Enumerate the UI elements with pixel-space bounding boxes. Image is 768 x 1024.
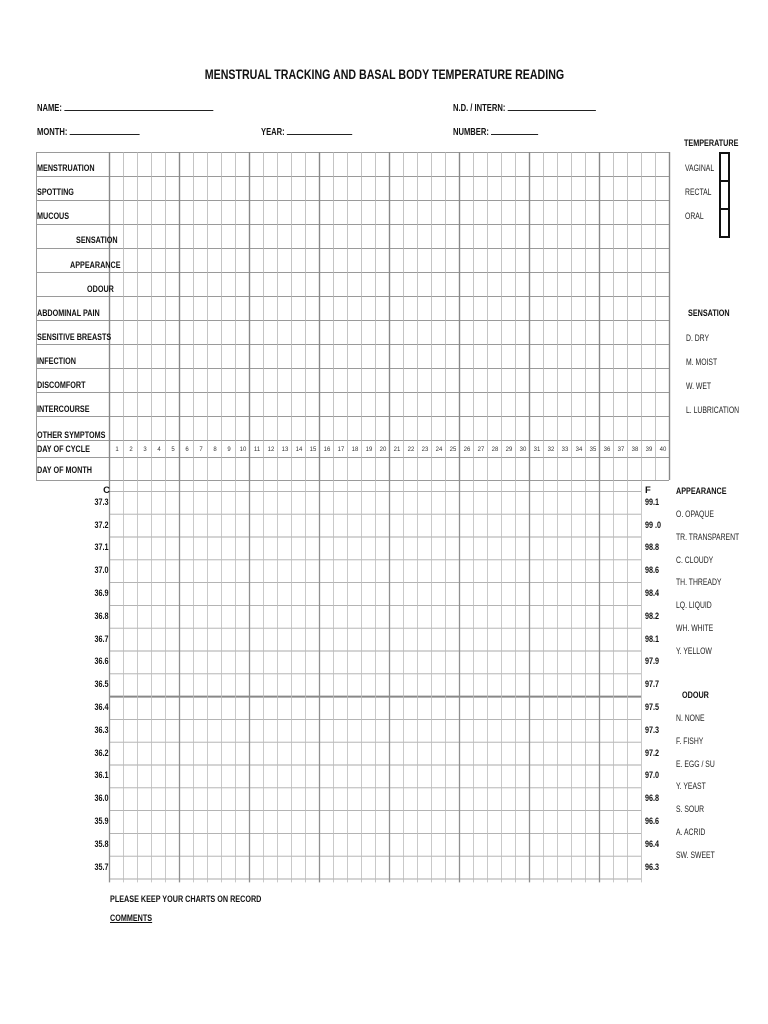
fahrenheit-value: 97.9 xyxy=(645,656,660,668)
fahrenheit-value: 96.6 xyxy=(645,816,660,827)
celsius-value: 37.3 xyxy=(93,496,108,508)
legend-sensation-item: D. DRY xyxy=(686,333,710,343)
day-number: 39 xyxy=(645,447,653,453)
legend-temperature-vaginal: VAGINAL xyxy=(685,163,715,173)
fahrenheit-value: 98.6 xyxy=(645,565,660,577)
day-number: 2 xyxy=(129,447,133,453)
legend-appearance-item: C. CLOUDY xyxy=(676,554,714,565)
day-number: 10 xyxy=(239,447,247,453)
day-number: 15 xyxy=(309,447,317,453)
day-number: 32 xyxy=(547,447,555,453)
day-number: 23 xyxy=(421,447,429,453)
row-label-day-of-cycle: DAY OF CYCLE xyxy=(37,444,90,455)
row-label-intercourse: INTERCOURSE xyxy=(37,404,90,415)
row-label-other-symptoms: OTHER SYMPTOMS xyxy=(37,430,106,441)
legend-odour-item: E. EGG / SU xyxy=(676,758,715,769)
row-label-mucous: MUCOUS xyxy=(37,211,70,222)
day-number: 29 xyxy=(505,447,513,453)
legend-sensation-item: W. WET xyxy=(686,381,712,391)
footer-note: PLEASE KEEP YOUR CHARTS ON RECORD xyxy=(110,894,262,905)
day-number: 36 xyxy=(603,447,611,453)
row-label-infection: INFECTION xyxy=(37,356,76,367)
day-number: 12 xyxy=(267,447,275,453)
day-number: 7 xyxy=(199,447,203,453)
celsius-value: 36.4 xyxy=(93,702,108,713)
year-field[interactable]: YEAR: xyxy=(261,125,381,138)
row-label-appearance: APPEARANCE xyxy=(70,260,121,271)
fahrenheit-value: 99 .0 xyxy=(645,519,662,531)
day-number: 40 xyxy=(659,447,667,453)
row-label-odour: ODOUR xyxy=(87,284,114,295)
legend-odour-item: A. ACRID xyxy=(676,827,706,837)
day-number: 5 xyxy=(171,447,175,453)
celsius-value: 36.2 xyxy=(93,747,108,759)
legend-appearance-title: APPEARANCE xyxy=(676,486,727,497)
day-number: 27 xyxy=(477,447,485,453)
celsius-value: 35.9 xyxy=(93,816,108,827)
fahrenheit-value: 97.0 xyxy=(645,770,660,782)
day-number: 18 xyxy=(351,447,359,453)
legend-appearance-item: TR. TRANSPARENT xyxy=(676,531,740,542)
day-number: 20 xyxy=(379,447,387,453)
legend-odour-title: ODOUR xyxy=(682,690,709,701)
legend-sensation-title: SENSATION xyxy=(688,308,730,319)
day-number: 9 xyxy=(227,447,231,453)
rectal-checkbox[interactable] xyxy=(721,182,728,210)
celsius-value: 36.9 xyxy=(93,588,108,599)
day-number: 11 xyxy=(253,447,261,453)
fahrenheit-value: 98.4 xyxy=(645,588,660,599)
number-field[interactable]: NUMBER: xyxy=(453,125,565,138)
celsius-value: 36.6 xyxy=(93,656,108,668)
celsius-value: 36.3 xyxy=(93,724,108,736)
month-field[interactable]: MONTH: xyxy=(37,125,172,138)
day-number: 4 xyxy=(157,447,161,453)
fahrenheit-value: 96.4 xyxy=(645,838,660,850)
row-label-spotting: SPOTTING xyxy=(37,187,74,198)
celsius-value: 35.8 xyxy=(93,838,108,850)
day-number: 3 xyxy=(143,447,147,453)
legend-appearance-item: Y. YELLOW xyxy=(676,645,712,656)
fahrenheit-value: 97.3 xyxy=(645,724,660,736)
day-number: 14 xyxy=(295,447,303,453)
day-number: 34 xyxy=(575,447,583,453)
celsius-value: 37.2 xyxy=(93,519,108,531)
celsius-value: 36.8 xyxy=(93,610,108,622)
legend-temperature-oral: ORAL xyxy=(685,211,704,221)
celsius-value: 35.7 xyxy=(93,861,108,873)
nd-intern-field[interactable]: N.D. / INTERN: xyxy=(453,101,641,114)
celsius-value: 36.1 xyxy=(93,770,108,782)
legend-odour-item: S. SOUR xyxy=(676,804,705,815)
day-number: 17 xyxy=(337,447,345,453)
row-label-discomfort: DISCOMFORT xyxy=(37,380,86,391)
day-number: 35 xyxy=(589,447,597,453)
legend-appearance-item: LQ. LIQUID xyxy=(676,600,712,611)
legend-temperature-rectal: RECTAL xyxy=(685,187,712,197)
row-label-sensitive-breasts: SENSITIVE BREASTS xyxy=(37,332,112,343)
oral-checkbox[interactable] xyxy=(721,210,728,236)
row-label-menstruation: MENSTRUATION xyxy=(37,163,95,174)
day-number: 28 xyxy=(491,447,499,453)
celsius-value: 37.1 xyxy=(93,542,108,554)
day-number: 1 xyxy=(115,447,119,453)
vaginal-checkbox[interactable] xyxy=(721,154,728,182)
temperature-method-checkboxes[interactable] xyxy=(719,152,730,238)
fahrenheit-value: 99.1 xyxy=(645,496,660,508)
celsius-header: C xyxy=(103,485,110,496)
day-number: 25 xyxy=(449,447,457,453)
fahrenheit-value: 97.2 xyxy=(645,747,660,759)
celsius-value: 36.0 xyxy=(93,793,108,805)
legend-odour-item: Y. YEAST xyxy=(676,781,706,792)
fahrenheit-value: 97.7 xyxy=(645,679,660,691)
celsius-value: 36.7 xyxy=(93,633,108,645)
celsius-value: 36.5 xyxy=(93,679,108,691)
day-number: 37 xyxy=(617,447,625,453)
legend-temperature-title: TEMPERATURE xyxy=(684,138,739,149)
legend-appearance-item: WH. WHITE xyxy=(676,623,714,633)
legend-sensation-item: M. MOIST xyxy=(686,357,718,367)
fahrenheit-value: 97.5 xyxy=(645,702,660,713)
celsius-value: 37.0 xyxy=(93,565,108,577)
day-number: 21 xyxy=(393,447,401,453)
day-number: 16 xyxy=(323,447,331,453)
name-field[interactable]: NAME: xyxy=(37,101,269,114)
day-number: 22 xyxy=(407,447,415,453)
legend-appearance-item: O. OPAQUE xyxy=(676,509,714,519)
page-title: MENSTRUAL TRACKING AND BASAL BODY TEMPERATURE READING xyxy=(204,66,564,82)
fahrenheit-header: F xyxy=(645,485,651,496)
row-label-day-of-month: DAY OF MONTH xyxy=(37,465,92,476)
day-number: 30 xyxy=(519,447,527,453)
row-label-abdominal-pain: ABDOMINAL PAIN xyxy=(37,308,100,319)
day-number: 33 xyxy=(561,447,569,453)
legend-sensation-item: L. LUBRICATION xyxy=(686,405,740,415)
fahrenheit-value: 98.8 xyxy=(645,542,660,554)
legend-odour-item: SW. SWEET xyxy=(676,849,715,860)
legend-odour-item: N. NONE xyxy=(676,713,705,723)
fahrenheit-value: 96.8 xyxy=(645,793,660,805)
fahrenheit-value: 98.2 xyxy=(645,610,660,622)
day-number: 38 xyxy=(631,447,639,453)
row-label-sensation: SENSATION xyxy=(76,235,118,246)
comments-label: COMMENTS xyxy=(110,913,153,924)
day-number: 6 xyxy=(185,447,189,453)
day-number: 8 xyxy=(213,447,217,453)
day-number: 26 xyxy=(463,447,471,453)
legend-odour-item: F. FISHY xyxy=(676,735,704,746)
legend-appearance-item: TH. THREADY xyxy=(676,577,722,588)
day-number: 31 xyxy=(533,447,541,453)
day-number: 19 xyxy=(365,447,373,453)
fahrenheit-value: 96.3 xyxy=(645,861,660,873)
day-number: 24 xyxy=(435,447,443,453)
fahrenheit-value: 98.1 xyxy=(645,633,660,645)
day-number: 13 xyxy=(281,447,289,453)
